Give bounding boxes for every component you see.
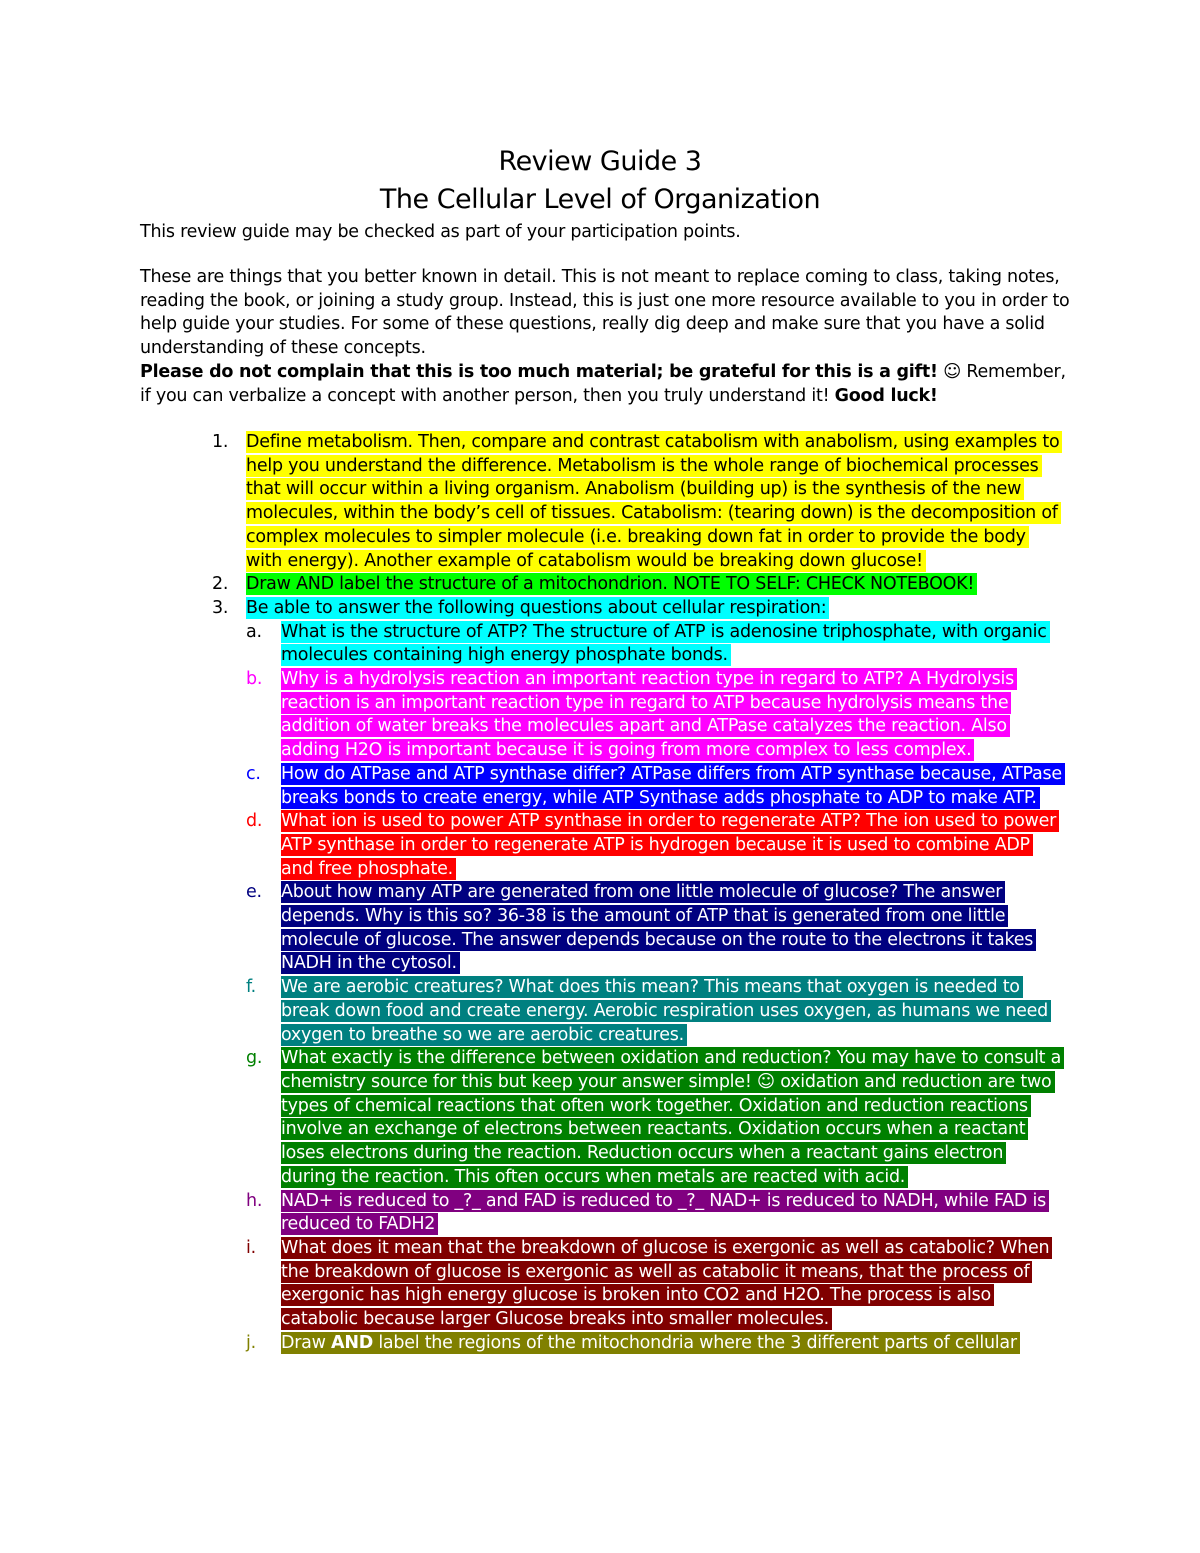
- instructions-paragraph: These are things that you better known in detail. This is not meant to replace coming to class, taking notes, reading the book, or joining a study group. Instead, this is just one more resource available to you in order to help guide your studies. For some of these questions, really dig deep and make sure that you have a solid understanding of these concepts.: [140, 267, 1070, 359]
- subquestion-letter: a.: [246, 621, 262, 642]
- subquestion-text: What is the structure of ATP? The structure of ATP is adenosine triphosphate, with organic molecules containing high energy phosphate bonds.: [281, 621, 1050, 667]
- subquestion-g: [0, 1047, 1200, 1189]
- question-number: 3.: [212, 597, 229, 618]
- warning-bold-text: Please do not complain that this is too much material; be grateful for this is a gift!: [140, 362, 938, 382]
- subquestion-d: [0, 810, 1200, 881]
- subquestion-f: [0, 976, 1200, 1047]
- smiley-icon: ☺: [943, 362, 962, 382]
- subquestion-a: [0, 621, 1200, 668]
- question-3: [0, 597, 1200, 621]
- subquestion-letter: f.: [246, 977, 256, 998]
- subquestion-c: [0, 763, 1200, 810]
- question-number: 1.: [212, 432, 229, 452]
- subquestion-text: What does it mean that the breakdown of glucose is exergonic as well as catabolic? When the breakdown of glucose is exergonic as well as catabolic it means, that the process of exergonic has high energy glucose is broken into CO2 and H2O. The process is also catabolic because larger Glucose breaks into smaller molecules.: [281, 1237, 1052, 1330]
- subquestion-bold-text: AND: [331, 1332, 373, 1353]
- subquestion-letter: c.: [246, 763, 261, 784]
- subquestion-h: [0, 1190, 1200, 1237]
- subquestion-text-part: oxidation and reduction are two types of chemical reactions that often work together. Oxidation and reduction reactions involve an exchange of electrons between reactants. Oxidation occurs when a reactant loses electrons during the reaction. Reduction occurs when a reactant gains electron during the reaction. This often occurs when metals are reacted with acid.: [281, 1071, 1052, 1187]
- subquestion-text: We are aerobic creatures? What does this mean? This means that oxygen is needed to break down food and create energy. Aerobic respiration uses oxygen, as humans we need oxygen to breathe so we are aerobic creatures.: [281, 976, 1051, 1045]
- document-title: Review Guide 3: [498, 146, 702, 177]
- subquestion-text-part: label the regions of the mitochondria where the 3 different parts of cellular: [373, 1332, 1017, 1353]
- smiley-icon: ☺: [756, 1071, 775, 1092]
- question-1: [0, 431, 1200, 573]
- subquestion-text: What ion is used to power ATP synthase in order to regenerate ATP? The ion used to power ATP synthase in order to regenerate ATP is hydrogen because it is used to combine ADP and free phosphate.: [281, 810, 1059, 879]
- subquestion-b: [0, 668, 1200, 763]
- subquestion-text: NAD+ is reduced to _?_ and FAD is reduced to _?_ NAD+ is reduced to NADH, while FAD is reduced to FADH2: [281, 1190, 1049, 1236]
- subquestion-text-part: Draw: [281, 1332, 332, 1353]
- subquestion-letter: b.: [246, 669, 263, 690]
- subquestion-letter: i.: [246, 1237, 256, 1258]
- good-luck-text: Good luck!: [834, 385, 938, 406]
- question-text: Be able to answer the following questions about cellular respiration:: [246, 597, 829, 619]
- warning-text: Remember, if you can verbalize a concept with another person, then you truly understand it!: [140, 362, 1066, 406]
- question-list: [0, 431, 1200, 1355]
- subquestion-letter: e.: [246, 882, 262, 903]
- question-2: [0, 573, 1200, 597]
- subquestion-text: Why is a hydrolysis reaction an important reaction type in regard to ATP? A Hydrolysis reaction is an important reaction type in regard to ATP because hydrolysis means the addition of water breaks the molecules apart and ATPase catalyzes the reaction. Also adding H2O is important because it is going from more complex to less complex.: [281, 668, 1017, 761]
- warning-paragraph: [140, 361, 1070, 408]
- document-subtitle: The Cellular Level of Organization: [379, 184, 821, 215]
- subquestion-text: About how many ATP are generated from one little molecule of glucose? The answer depends. Why is this so? 36-38 is the amount of ATP that is generated from one little molecule of glucose. The answer depends because on the route to the electrons it takes NADH in the cytosol.: [281, 881, 1036, 974]
- subquestion-letter: g.: [246, 1048, 263, 1069]
- subquestion-j: [0, 1332, 1200, 1356]
- question-text: Draw AND label the structure of a mitochondrion. NOTE TO SELF: CHECK NOTEBOOK!: [246, 573, 977, 595]
- question-text: Define metabolism. Then, compare and contrast catabolism with anabolism, using examples to help you understand the difference. Metabolism is the whole range of biochemical processes that will occur within a living organism. Anabolism (building up) is the synthesis of the new molecules, within the body’s cell of tissues. Catabolism: (tearing down) is the decomposition of complex molecules to simpler molecule (i.e. breaking down fat in order to provide the body with energy). Another example of catabolism would be breaking down glucose!: [246, 431, 1062, 572]
- subquestion-i: [0, 1237, 1200, 1332]
- subquestion-text: [281, 1047, 1064, 1188]
- subquestion-text-part: What exactly is the difference between oxidation and reduction? You may have to consult a chemistry source for this but keep your answer simple!: [281, 1048, 1062, 1092]
- subquestion-letter: d.: [246, 811, 263, 832]
- subquestion-e: [0, 881, 1200, 976]
- subquestion-text: How do ATPase and ATP synthase differ? ATPase differs from ATP synthase because, ATPase breaks bonds to create energy, while ATP Synthase adds phosphate to ADP to make ATP.: [281, 763, 1065, 809]
- subquestion-letter: j.: [246, 1332, 256, 1353]
- intro-paragraph: This review guide may be checked as part of your participation points.: [140, 222, 741, 242]
- subquestion-letter: h.: [246, 1190, 263, 1211]
- subquestion-text: [281, 1332, 1020, 1354]
- question-number: 2.: [212, 574, 229, 595]
